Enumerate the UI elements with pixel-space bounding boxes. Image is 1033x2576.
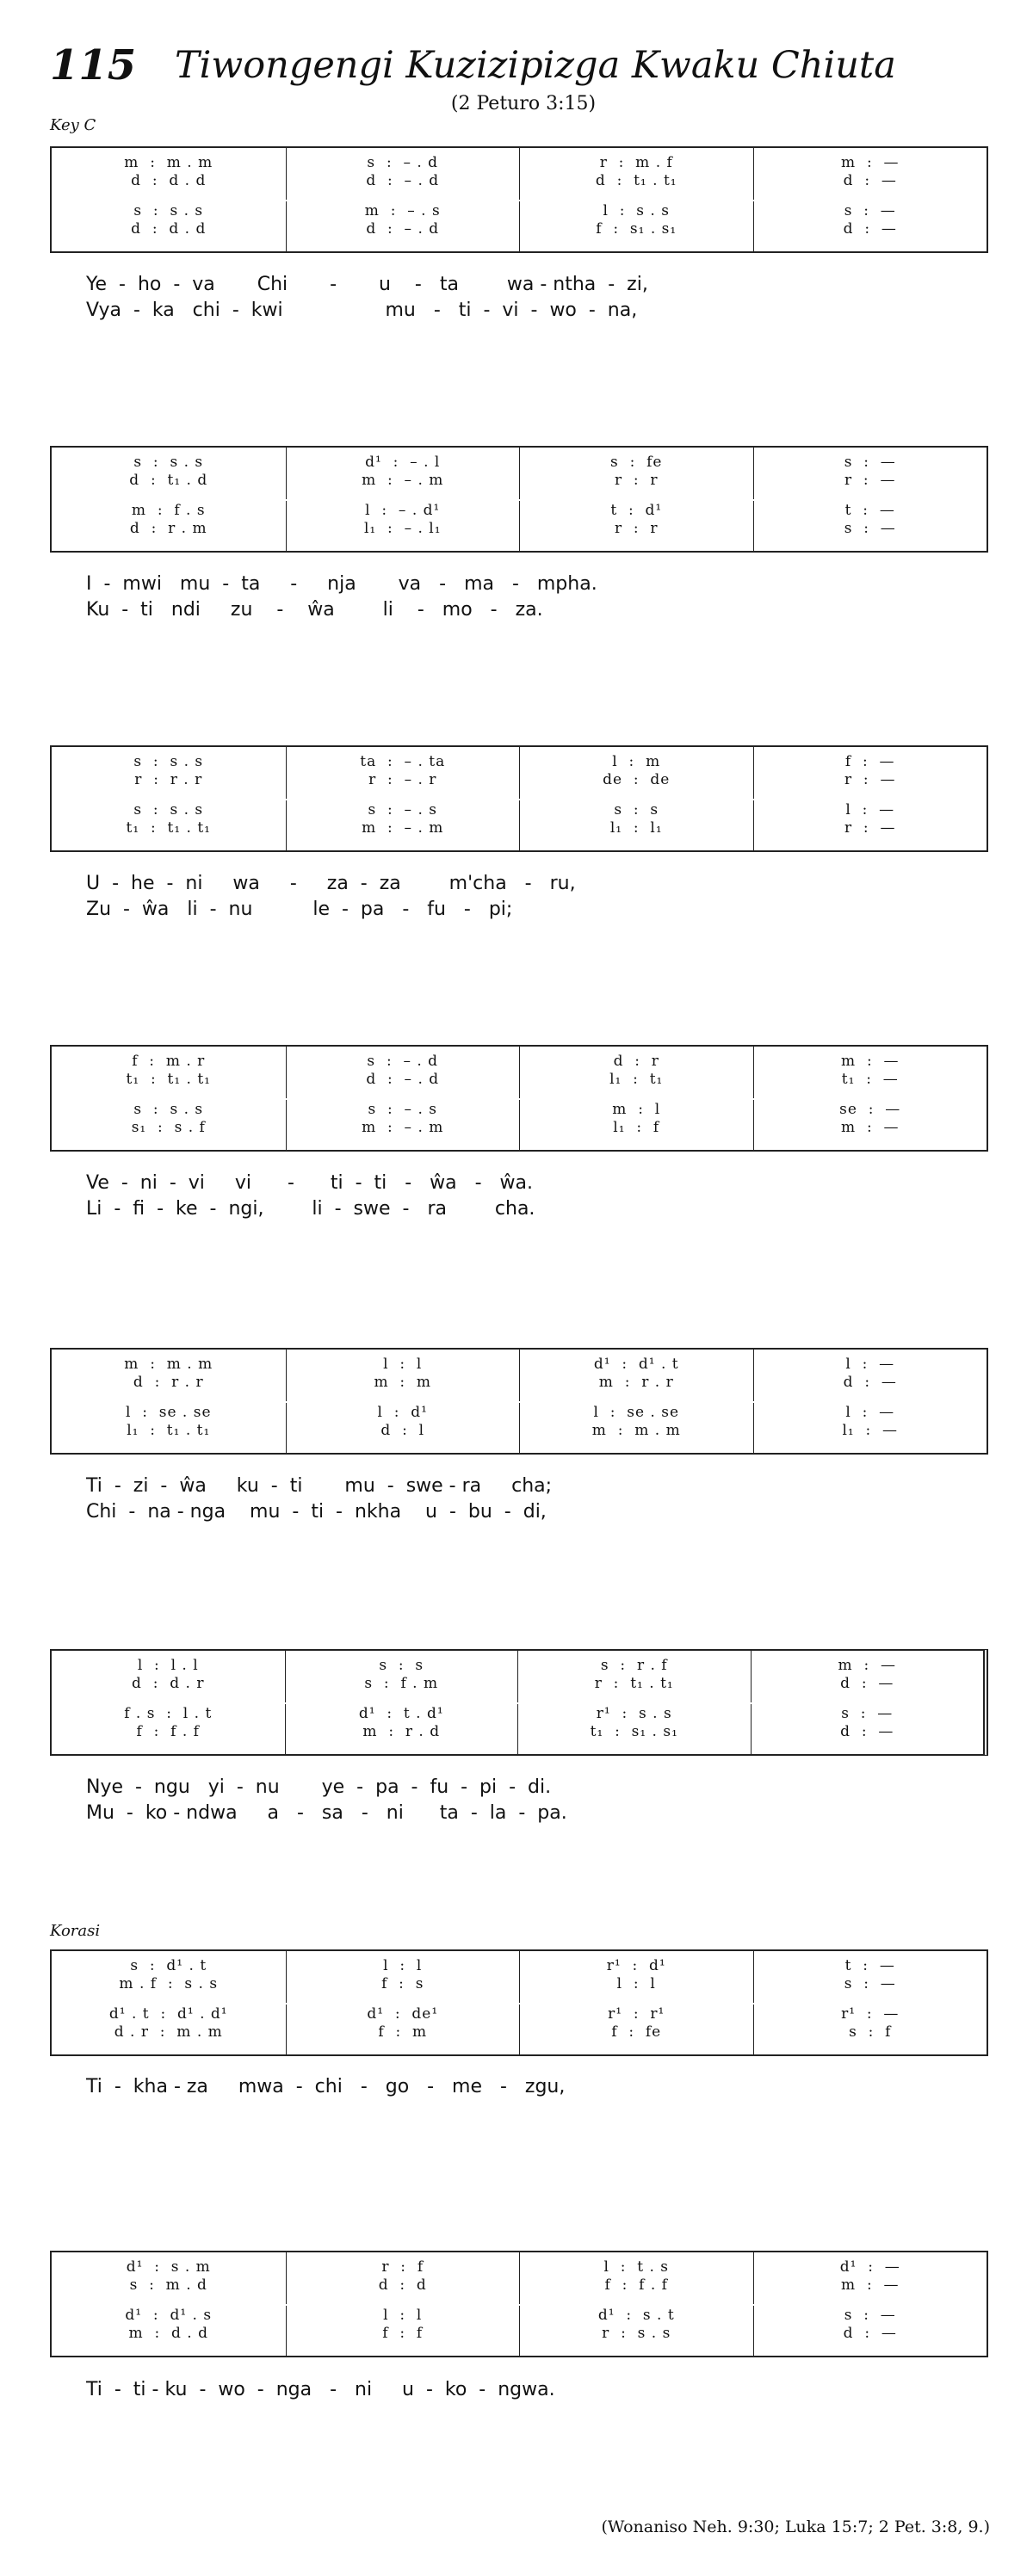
voice-line: s : s . s (133, 1101, 204, 1118)
voice-line: r : – . r (368, 771, 437, 788)
voice-line: s : s . s (133, 454, 204, 471)
measure (519, 2252, 753, 2356)
voice-line: m : m . m (124, 1356, 213, 1373)
measure (52, 1350, 286, 1453)
voice-line: d¹ : – . l (365, 454, 441, 471)
voice-line: ta : – . ta (360, 753, 446, 770)
voice-line: s : f (849, 2023, 892, 2041)
voice-line: l : l (383, 1957, 423, 1974)
lyric-line: Mu - ko - ndwa a - sa - ni ta - la - pa. (86, 1802, 567, 1824)
staff-system (50, 446, 988, 553)
voice-line: s : — (844, 2307, 896, 2324)
measure (519, 1047, 753, 1150)
voice-line: s : – . d (367, 1053, 439, 1070)
lyric-line: Ve - ni - vi vi - ti - ti - ŵa - ŵa. (86, 1172, 533, 1194)
measure (519, 747, 753, 850)
staff-system (50, 745, 988, 852)
voice-line: d¹ : t . d¹ (358, 1705, 444, 1722)
voice-line: r¹ : r¹ (608, 2005, 665, 2023)
staff-system (50, 146, 988, 253)
lyric-line: Zu - ŵa li - nu le - pa - fu - pi; (86, 899, 513, 920)
voice-line: l : — (845, 1356, 895, 1373)
voice-line: d¹ : s . t (597, 2307, 675, 2324)
voice-line: de : de (603, 771, 671, 788)
voice-line: t₁ : s₁ . s₁ (590, 1723, 678, 1740)
measure (519, 448, 753, 551)
lyric-line: I - mwi mu - ta - nja va - ma - mpha. (86, 573, 597, 595)
voice-line: s : — (841, 1705, 894, 1722)
voice-line: l : m (612, 753, 661, 770)
voice-line: s : – . s (368, 1101, 437, 1118)
voice-line: s : m . d (129, 2276, 207, 2294)
voice-line: d¹ : d¹ . t (593, 1356, 679, 1373)
voice-line: l : s . s (603, 202, 670, 219)
voice-line: r : — (844, 472, 896, 489)
measure (52, 1651, 285, 1754)
voice-line: d¹ : — (839, 2258, 900, 2276)
voice-line: l : l (383, 2307, 423, 2324)
measure (286, 448, 520, 551)
voice-line: d¹ : d¹ . s (125, 2307, 213, 2324)
voice-line: r : f (381, 2258, 424, 2276)
voice-line: d : — (840, 1675, 894, 1692)
voice-line: l₁ : l₁ (609, 819, 663, 837)
voice-line: t₁ : — (841, 1071, 899, 1088)
staff-system (50, 1949, 988, 2056)
lyric-line: Ti - kha - za mwa - chi - go - me - zgu, (86, 2076, 566, 2097)
lyric-line: U - he - ni wa - za - za m'cha - ru, (86, 873, 576, 894)
lyric-line: Ti - zi - ŵa ku - ti mu - swe - ra cha; (86, 1475, 553, 1497)
voice-line: m : – . m (362, 472, 444, 489)
staff-system (50, 1348, 988, 1455)
voice-line: d : d . d (131, 220, 207, 238)
voice-line: f : s₁ . s₁ (596, 220, 677, 238)
voice-line: s : – . s (368, 801, 437, 819)
voice-line: m : m (374, 1374, 432, 1391)
voice-line: l₁ : — (842, 1422, 899, 1439)
voice-line: f : f (382, 2325, 424, 2342)
voice-line: m : m . m (591, 1422, 681, 1439)
voice-line: m : r . d (362, 1723, 441, 1740)
voice-line: s : — (844, 454, 896, 471)
voice-line: d : – . d (366, 1071, 440, 1088)
measure (753, 148, 987, 251)
measure (519, 1951, 753, 2054)
voice-line: f : f . f (136, 1723, 200, 1740)
voice-line: r : r (614, 520, 659, 537)
measure (286, 1047, 520, 1150)
voice-line: t : — (844, 502, 895, 519)
voice-line: d : d . r (132, 1675, 205, 1692)
scripture-reference: (2 Peturo 3:15) (450, 93, 597, 114)
voice-line: m : – . m (362, 1119, 444, 1136)
voice-line: s : – . d (367, 154, 439, 171)
voice-line: s : — (844, 202, 896, 219)
lyric-line: Nye - ngu yi - nu ye - pa - fu - pi - di. (86, 1776, 552, 1798)
voice-line: f : m (378, 2023, 428, 2041)
voice-line: l₁ : t₁ . t₁ (127, 1422, 211, 1439)
voice-line: m : f . s (131, 502, 206, 519)
voice-line: m : l (612, 1101, 661, 1118)
scripture-credit: (Wonaniso Neh. 9:30; Luka 15:7; 2 Pet. 3:8, 9.) (601, 2517, 990, 2536)
voice-line: l : d¹ (377, 1404, 428, 1421)
voice-line: m . f : s . s (119, 1975, 219, 1992)
lyric-line: Ye - ho - va Chi - u - ta wa - ntha - zi, (86, 274, 648, 295)
voice-line: f . s : l . t (124, 1705, 213, 1722)
voice-line: d : — (843, 220, 897, 238)
voice-line: d : r . r (133, 1374, 204, 1391)
voice-line: s : s . s (133, 753, 204, 770)
hymn-title: Tiwongengi Kuzizipizga Kwaku Chiuta (175, 44, 896, 87)
chorus-label: Korasi (50, 1922, 101, 1940)
voice-line: m : — (841, 2276, 900, 2294)
voice-line: se : — (839, 1101, 901, 1118)
voice-line: r : m . f (599, 154, 673, 171)
voice-line: d : t₁ . t₁ (595, 172, 677, 189)
voice-line: d : — (843, 2325, 897, 2342)
measure (52, 148, 286, 251)
voice-line: l₁ : f (613, 1119, 660, 1136)
voice-line: l : se . se (593, 1404, 680, 1421)
voice-line: d¹ : de¹ (367, 2005, 439, 2023)
measure (753, 747, 987, 850)
lyric-line: Ti - ti - ku - wo - nga - ni u - ko - ngwa. (86, 2379, 555, 2400)
measure (286, 747, 520, 850)
measure (52, 1047, 286, 1150)
voice-line: r¹ : — (841, 2005, 900, 2023)
measure (753, 448, 987, 551)
voice-line: l₁ : – . l₁ (363, 520, 442, 537)
measure (52, 747, 286, 850)
voice-line: d : d (378, 2276, 427, 2294)
voice-line: s : f . m (364, 1675, 439, 1692)
voice-line: m : r . r (598, 1374, 674, 1391)
voice-line: d : d . d (131, 172, 207, 189)
voice-line: m : — (841, 1119, 900, 1136)
voice-line: s : s . s (133, 202, 204, 219)
measure (751, 1651, 984, 1754)
voice-line: s₁ : s . f (131, 1119, 206, 1136)
voice-line: s : s (379, 1657, 424, 1674)
staff-system (50, 1045, 988, 1152)
measure (286, 2252, 520, 2356)
measure (286, 1350, 520, 1453)
voice-line: l : l (383, 1356, 423, 1373)
voice-line: s : — (844, 1975, 896, 1992)
voice-line: s : d¹ . t (130, 1957, 207, 1974)
measure (519, 1350, 753, 1453)
voice-line: l : l . l (137, 1657, 199, 1674)
voice-line: f : — (844, 753, 895, 770)
key-label: Key C (50, 116, 96, 134)
voice-line: l : se . se (125, 1404, 212, 1421)
voice-line: l : — (845, 801, 895, 819)
voice-line: r : — (844, 819, 896, 837)
voice-line: d¹ . t : d¹ . d¹ (108, 2005, 228, 2023)
measure (753, 1350, 987, 1453)
measure (285, 1651, 518, 1754)
voice-line: f : s (381, 1975, 424, 1992)
voice-line: l : l (616, 1975, 656, 1992)
voice-line: l : t . s (603, 2258, 670, 2276)
voice-line: r : r (614, 472, 659, 489)
voice-line: r : r . r (134, 771, 203, 788)
voice-line: t : d¹ (610, 502, 663, 519)
lyric-line: Chi - na - nga mu - ti - nkha u - bu - di, (86, 1501, 547, 1523)
voice-line: d : – . d (366, 172, 440, 189)
voice-line: f : m . r (132, 1053, 206, 1070)
voice-line: l : – . d¹ (365, 502, 441, 519)
measure (753, 1951, 987, 2054)
measure (52, 448, 286, 551)
voice-line: s : r . f (600, 1657, 668, 1674)
voice-line: d : l (380, 1422, 425, 1439)
voice-line: t₁ : t₁ . t₁ (126, 819, 211, 837)
voice-line: d : — (840, 1723, 894, 1740)
voice-line: d : – . d (366, 220, 440, 238)
voice-line: m : — (841, 154, 900, 171)
measure (517, 1651, 751, 1754)
staff-system (50, 1649, 988, 1756)
voice-line: l : — (845, 1404, 895, 1421)
voice-line: s : s (614, 801, 659, 819)
voice-line: d : t₁ . d (129, 472, 208, 489)
measure (753, 1047, 987, 1150)
voice-line: m : d . d (128, 2325, 208, 2342)
voice-line: d¹ : s . m (126, 2258, 211, 2276)
measure (286, 148, 520, 251)
voice-line: m : — (841, 1053, 900, 1070)
voice-line: m : – . m (362, 819, 444, 837)
voice-line: m : m . m (124, 154, 213, 171)
measure (52, 1951, 286, 2054)
hymn-number: 115 (50, 41, 137, 90)
voice-line: s : s . s (133, 801, 204, 819)
voice-line: s : fe (610, 454, 663, 471)
lyric-line: Li - fi - ke - ngi, li - swe - ra cha. (86, 1198, 535, 1220)
voice-line: t₁ : t₁ . t₁ (126, 1071, 211, 1088)
voice-line: l₁ : t₁ (609, 1071, 664, 1088)
lyric-line: Ku - ti ndi zu - ŵa li - mo - za. (86, 599, 543, 621)
voice-line: r : t₁ . t₁ (594, 1675, 674, 1692)
staff-system (50, 2251, 988, 2357)
voice-line: d : — (843, 1374, 897, 1391)
measure (286, 1951, 520, 2054)
voice-line: f : fe (611, 2023, 662, 2041)
voice-line: m : – . s (364, 202, 441, 219)
voice-line: d : r (613, 1053, 659, 1070)
measure (52, 2252, 286, 2356)
measure (519, 148, 753, 251)
voice-line: f : f . f (604, 2276, 668, 2294)
measure (753, 2252, 987, 2356)
voice-line: d : — (843, 172, 897, 189)
voice-line: m : — (838, 1657, 896, 1674)
voice-line: r¹ : s . s (596, 1705, 672, 1722)
voice-line: r¹ : d¹ (606, 1957, 666, 1974)
lyric-line: Vya - ka chi - kwi mu - ti - vi - wo - na, (86, 300, 638, 321)
voice-line: s : — (844, 520, 896, 537)
voice-line: t : — (844, 1957, 895, 1974)
voice-line: d . r : m . m (114, 2023, 223, 2041)
voice-line: d : r . m (129, 520, 207, 537)
voice-line: r : s . s (602, 2325, 671, 2342)
voice-line: r : — (844, 771, 896, 788)
